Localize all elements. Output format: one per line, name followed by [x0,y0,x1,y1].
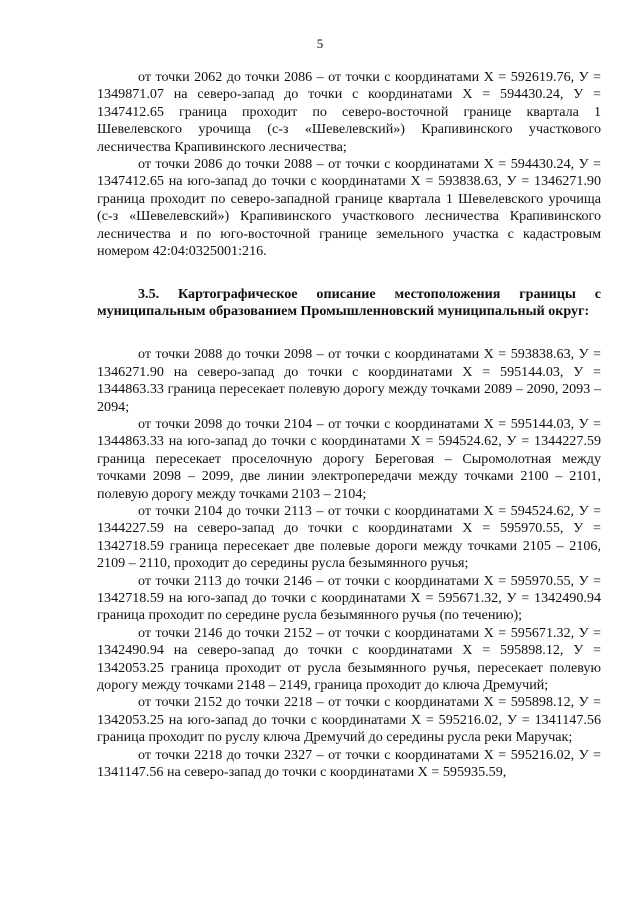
paragraph-2098-2104: от точки 2098 до точки 2104 – от точки с координатами Х = 595144.03, У = 1344863.33 на юго-запад до точки с координатами Х = 594524.62, У = 1344227.59 граница пересекает проселочную дорогу Береговая – Сыромолотная между точками 2098 – 2099, две линии электропередачи между точками 2100 – 2101, полевую дорогу между точками 2103 – 2104; [97,415,601,502]
document-body [97,69,601,781]
section-heading-3-5: 3.5. Картографическое описание местоположения границы с муниципальным образованием Промышленновский муниципальный округ: [97,285,601,320]
paragraph-2218-2327: от точки 2218 до точки 2327 – от точки с координатами Х = 595216.02, У = 1341147.56 на северо-запад до точки с координатами Х = 595935.59, [97,746,601,781]
paragraph-2152-2218: от точки 2152 до точки 2218 – от точки с координатами Х = 595898.12, У = 1342053.25 на юго-запад до точки с координатами Х = 595216.02, У = 1341147.56 граница проходит по руслу ключа Дремучий до середины русла реки Маручак; [97,694,601,746]
paragraph-2086-2088: от точки 2086 до точки 2088 – от точки с координатами Х = 594430.24, У = 1347412.65 на юго-запад до точки с координатами Х = 593838.63, У = 1346271.90 граница проходит по северо-западной границе квартала 1 Шевелевского урочища (с-з «Шевелевский») Крапивинского участкового лесничества Крапивинского лесничества и по юго-восточной границе земельного участка с кадастровым номером 42:04:0325001:216. [97,156,601,260]
paragraph-2062-2086: от точки 2062 до точки 2086 – от точки с координатами Х = 592619.76, У = 1349871.07 на северо-запад до точки с координатами Х = 594430.24, У = 1347412.65 граница проходит по северо-восточной границе квартала 1 Шевелевского урочища (с-з «Шевелевский») Крапивинского участкового лесничества Крапивинского лесничества; [97,69,601,155]
page-number: 5 [316,36,324,51]
paragraph-2104-2113: от точки 2104 до точки 2113 – от точки с координатами Х = 594524.62, У = 1344227.59 на северо-запад до точки с координатами Х = 595970.55, У = 1342718.59 граница пересекает две полевые дороги между точками 2105 – 2106, 2109 – 2110, проходит до середины русла безымянного ручья; [97,502,601,572]
paragraph-2088-2098: от точки 2088 до точки 2098 – от точки с координатами Х = 593838.63, У = 1346271.90 на северо-запад до точки с координатами Х = 595144.03, У = 1344863.33 граница пересекает полевую дорогу между точками 2089 – 2090, 2093 – 2094; [97,346,601,415]
paragraph-2113-2146: от точки 2113 до точки 2146 – от точки с координатами Х = 595970.55, У = 1342718.59 на юго-запад до точки с координатами Х = 595671.32, У = 1342490.94 граница проходит по середине русла безымянного ручья (по течению); [97,572,601,624]
paragraph-2146-2152: от точки 2146 до точки 2152 – от точки с координатами Х = 595671.32, У = 1342490.94 на северо-запад до точки с координатами Х = 595898.12, У = 1342053.25 граница проходит от русла безымянного ручья, пересекает полевую дорогу между точками 2148 – 2149, граница проходит до ключа Дремучий; [97,624,601,693]
